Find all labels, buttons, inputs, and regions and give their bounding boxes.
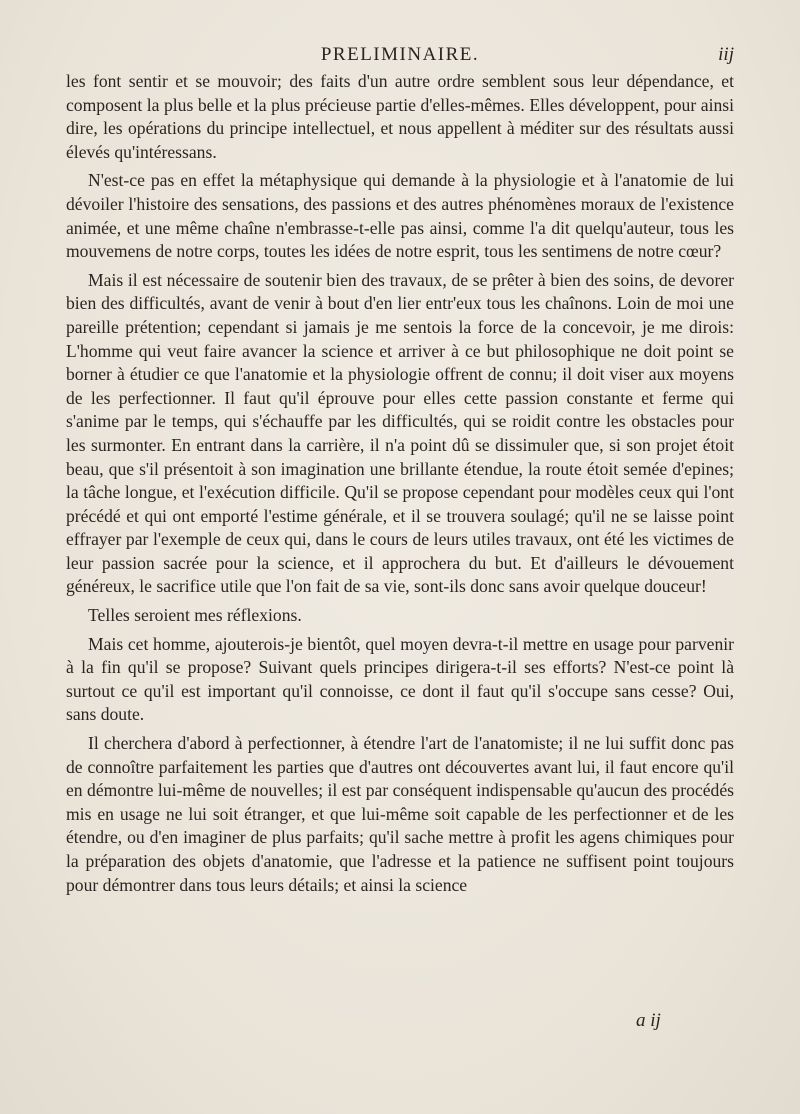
paragraph: Telles seroient mes réflexions. (88, 605, 302, 626)
page-header (66, 44, 734, 70)
body-text (66, 70, 734, 902)
signature-mark: a ij (636, 1010, 661, 1031)
paragraph: N'est-ce pas en effet la métaphysique qui demande à la physiologie et à l'anatomie de lui dévoiler l'histoire des sensations, des passions et des autres phénomènes moraux de l'existence animée, et une même chaîne n'embrasse-t-elle pas ainsi, comme l'a dit quelqu'auteur, tous les mouvemens de notre corps, toutes les idées de notre esprit, tous les sentimens de notre cœur? (66, 170, 734, 262)
paragraph: Il cherchera d'abord à perfectionner, à étendre l'art de l'anatomiste; il ne lui suffit donc pas de connoître parfaitement les parties que d'autres ont découvertes avant lui, il faut encore qu'il en démontre lui-même de nouvelles; il est par conséquent indispensable qu'aucun des procédés mis en usage ne lui soit étranger, et que lui-même soit capable de les perfectionner et de les étendre, ou d'en imaginer de plus parfaits; qu'il sache mettre à profit les agens chimiques pour la préparation des objets d'anatomie, que l'adresse et la patience ne suffisent point toujours pour démontrer dans tous leurs détails; et ainsi la science (66, 733, 734, 895)
paragraph: les font sentir et se mouvoir; des faits d'un autre ordre semblent sous leur dépendance, et composent la plus belle et la plus précieuse partie d'elles-mêmes. Elles développent, pour ainsi dire, les opérations du principe intellectuel, et nous appellent à méditer sur des résultats aussi élevés qu'intéressans. (66, 71, 734, 162)
paragraph: Mais il est nécessaire de soutenir bien des travaux, de se prêter à bien des soins, de devorer bien des difficultés, avant de venir à bout d'en lier entr'eux tous les chaînons. Loin de moi une pareille prétention; cependant si jamais je me sentois la force de la concevoir, je me dirois: L'homme qui veut faire avancer la science et arriver à ce but philosophique ne doit point se borner à étudier ce que l'anatomie et la physiologie offrent de connu; il doit viser aux moyens de les perfectionner. Il faut qu'il éprouve pour elles cette passion constante et ferme qui s'anime par le temps, qui s'échauffe par les difficultés, qui se roidit contre les obstacles pour les surmonter. En entrant dans la carrière, il n'a point dû se dissimuler que, si son projet étoit beau, que s'il présentoit à son imagination une brillante étendue, la route étoit semée d'epines; la tâche longue, et l'exécution difficile. Qu'il se propose cependant pour modèles ceux qui l'ont précédé et qui ont emporté l'estime générale, et il se trouvera soulagé; qu'il ne se laisse point effrayer par l'exemple de ceux qui, dans le cours de leurs utiles travaux, ont été les victimes de leur passion sacrée pour la science, et il approchera du but. Et d'ailleurs le dévouement généreux, le sacrifice utile que l'on fait de sa vie, sont-ils donc sans avoir quelque douceur! (66, 269, 734, 597)
page-number: iij (718, 44, 734, 65)
paragraph: Mais cet homme, ajouterois-je bientôt, quel moyen devra-t-il mettre en usage pour parvenir à la fin qu'il se propose? Suivant quels principes dirigera-t-il ses efforts? N'est-ce point là surtout ce qu'il est important qu'il connoisse, ce dont il faut qu'il s'occupe sans cesse? Oui, sans doute. (66, 633, 734, 725)
running-head: PRELIMINAIRE. (320, 44, 480, 65)
